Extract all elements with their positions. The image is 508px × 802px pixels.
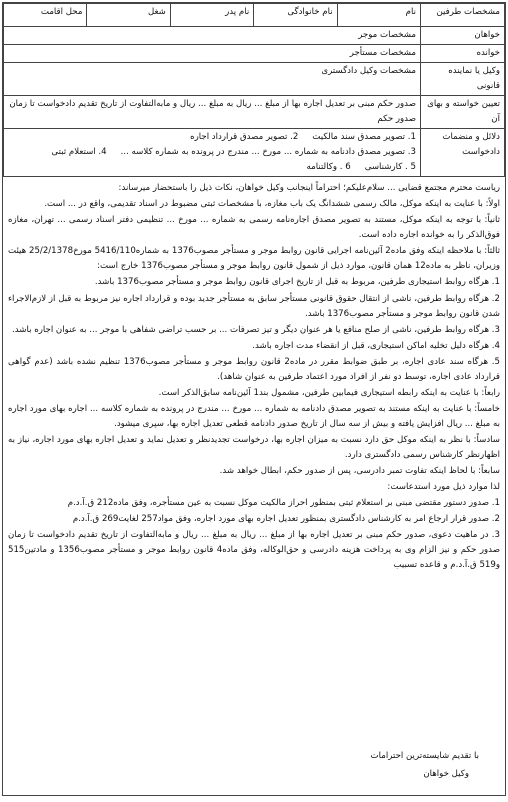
attorney-value: مشخصات وکیل دادگستری [4, 63, 421, 96]
body-paragraph: خامساً: با عنایت به اینکه مستند به تصویر مصدق دادنامه به شماره ... مورخ ... مندرج در پرونده به شماره کلاسه ... اجاره بهای مورد اجاره به مبلغ ... ریال افزایش یافته و بیش از سه سال از تاریخ صدور دادنامه قطعی تعدیل اجاره بها، سپری میشود. [8, 403, 500, 429]
evidence-item: 6 . وکالتنامه [306, 162, 351, 173]
requests-heading: لذا موارد ذیل مورد استدعاست: [387, 481, 500, 492]
request-item: 2. صدور قرار ارجاع امر به کارشناس دادگستری بمنظور تعدیل اجاره بهای مورد اجاره، وفق مواد257 لغایت269 ق.آ.د.م [72, 513, 500, 524]
petition-form [2, 2, 506, 796]
evidence-item: 5 . کارشناسی [364, 162, 416, 173]
col-residence: محل اقامت [4, 4, 87, 27]
evidence-row [4, 129, 505, 177]
parties-table [3, 3, 505, 177]
attorney-row [4, 63, 505, 96]
evidence-item: 3. تصویر مصدق دادنامه به شماره ... مورخ ... مندرج در پرونده به شماره کلاسه ... [120, 147, 416, 158]
col-occupation: شغل [87, 4, 170, 27]
col-father-name: نام پدر [170, 4, 253, 27]
defendant-value: مشخصات مستأجر [4, 45, 421, 63]
claim-value: صدور حکم مبنی بر تعدیل اجاره بها از مبلغ ... ریال به مبلغ ... ریال و مابه‌التفاوت از تاریخ تقدیم دادخواست تا زمان صدور حکم [4, 96, 421, 129]
body-paragraph: ثالثاً: با ملاحظه اینکه وفق ماده2 آئین‌نامه اجرایی قانون روابط موجر و مستأجر مصوب1376 به شماره5416/110 مورخ25/2/1378 هیئت وزیران، ناظر به ماده12 همان قانون، موارد ذیل از شمول قانون روابط موجر و مستأجر مصوب1376 خارج است: [8, 246, 500, 272]
body-paragraph: سابعاً: با لحاظ اینکه تفاوت تمبر دادرسی، پس از صدور حکم، ابطال خواهد شد. [219, 465, 500, 476]
salutation: ریاست محترم مجتمع قضایی ... سلام‌علیکم؛ احتراماً اینجانب وکیل خواهان، نکات ذیل را باستحضار میرساند: [118, 183, 500, 194]
defendant-row [4, 45, 505, 63]
petition-body [3, 177, 505, 573]
col-name: نام [337, 4, 420, 27]
request-item: 1. صدور دستور مقتضی مبنی بر استعلام ثبتی بمنظور احراز مالکیت موکل نسبت به عین مستأجره، وفق ماده212 ق.آ.د.م [67, 497, 500, 508]
body-paragraph: 3. هرگاه روابط طرفین، ناشی از صلح منافع یا هر عنوان دیگر و تیز تصرفات ... بر حسب تراضی شفاهی با موجر ... به عنوان اجاره باشد. [12, 324, 500, 335]
claim-label: تعیین خواسته و بهای آن [421, 96, 505, 129]
evidence-item: 4. استعلام ثبتی [51, 147, 107, 158]
plaintiff-label: خواهان [421, 27, 505, 45]
header-label: مشخصات طرفین [421, 4, 505, 27]
body-paragraph: 1. هرگاه روابط استیجاری طرفین، مربوط به قبل از تاریخ اجرای قانون روابط موجر و مستأجر مصوب1376 باشد. [94, 277, 500, 288]
header-row [4, 4, 505, 27]
evidence-label: دلائل و منضمات دادخواست [421, 129, 505, 177]
plaintiff-value: مشخصات موجر [4, 27, 421, 45]
defendant-label: خوانده [421, 45, 505, 63]
signer-title: وکیل خواهان [423, 769, 469, 780]
body-paragraph: 2. هرگاه روابط طرفین، ناشی از انتقال حقوق قانونی مستأجر سابق به مستأجر جدید بوده و قرارداد اجاره نیز مربوط به قبل از لازم‌الاجراء شدن قانون روابط موجر و مستأجر مصوب1376 باشد. [8, 293, 500, 319]
closing-line: با تقدیم شایسته‌ترین احترامات [370, 751, 479, 761]
signature-block [371, 747, 479, 783]
evidence-item: 2. تصویر مصدق قرارداد اجاره [190, 132, 299, 143]
body-paragraph: 5. هرگاه سند عادی اجاره، بر طبق ضوابط مقرر در ماده2 قانون روابط موجر و مستأجر مصوب1376 تنظیم نشده باشد (عدم گواهی قرارداد عادی اجاره، توسط دو نفر از افراد مورد اعتماد طرفین به عنوان شاهد). [8, 356, 500, 382]
plaintiff-row [4, 27, 505, 45]
evidence-list [4, 129, 421, 177]
body-paragraph: اولاً: با عنایت به اینکه موکل، مالک رسمی ششدانگ یک باب مغازه، با مشخصات ثبتی مضبوط در اسناد تقدیمی، واقع در ... است. [44, 199, 500, 210]
body-paragraph: رابعاً: با عنایت به اینکه رابطه استیجاری فیمابین طرفین، مشمول بند1 آئین‌نامه سابق‌الذکر است. [158, 387, 500, 398]
col-family-name: نام خانوادگی [254, 4, 337, 27]
evidence-item: 1. تصویر مصدق سند مالکیت [312, 132, 416, 143]
request-item: 3. در ماهیت دعوی، صدور حکم مبنی بر تعدیل اجاره بها از مبلغ ... ریال به مبلغ ... ریال و مابه‌التفاوت از تاریخ تقدیم دادخواست تا زمان صدور حکم و نیز الزام وی به پرداخت هزینه دادرسی و حق‌الوکاله، وفق ماده4 قانون روابط موجر و مستأجر مصوب1356 و مادتین515 و519 ق.آ.د.م و قاعده تسبیب [8, 529, 500, 571]
claim-row [4, 96, 505, 129]
attorney-label: وکیل یا نماینده قانونی [421, 63, 505, 96]
body-paragraph: ثانیاً: با توجه به اینکه موکل، مستند به تصویر مصدق اجاره‌نامه رسمی به شماره ... مورخ ... تنظیمی دفتر اسناد رسمی ... تهران، مغازه فوق‌الذکر را به خوانده اجاره داده است. [8, 215, 500, 241]
body-paragraph: 4. هرگاه دلیل تخلیه اماکن استیجاری، قبل از انقضاء مدت اجاره باشد. [252, 340, 500, 351]
body-paragraph: سادساً: با نظر به اینکه موکل حق دارد نسبت به میزان اجاره بها، درخواست تجدیدنظر و تعدیل نماید و تعدیل اجاره بهای مورد اجاره، نیاز به اظهارنظر کارشناس رسمی دادگستری دارد. [8, 434, 500, 460]
